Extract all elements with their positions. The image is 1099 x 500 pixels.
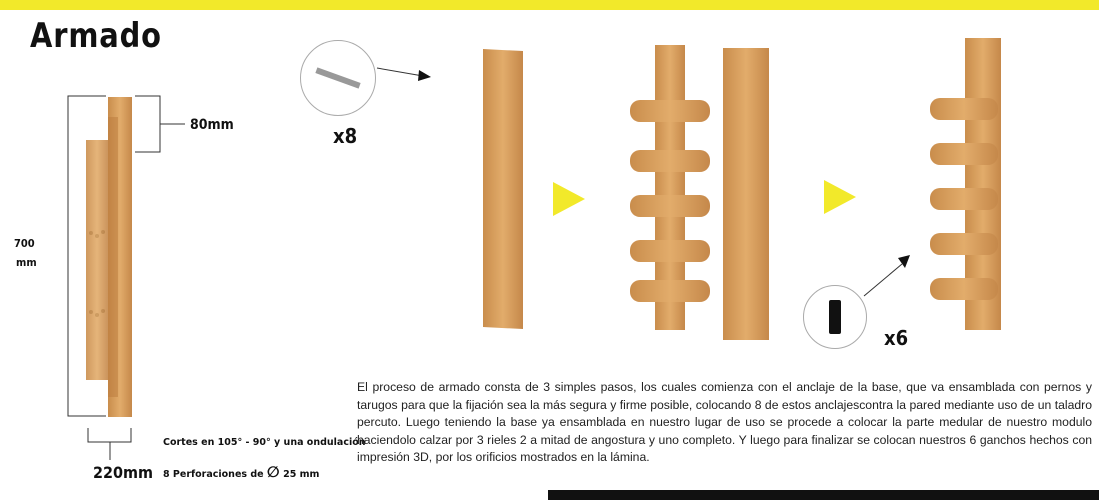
module-side-cuts — [86, 140, 108, 380]
medular-part — [625, 45, 717, 330]
bottom-bar — [548, 490, 1099, 500]
screw-count: x8 — [333, 124, 358, 148]
step-arrow-1 — [553, 182, 585, 216]
screw-anchor-image — [300, 40, 376, 116]
total-height-unit: mm — [16, 256, 37, 269]
hook-image — [803, 285, 867, 349]
holes-prefix: 8 Perforaciones de — [163, 469, 264, 480]
width-label: 220mm — [93, 463, 154, 482]
hook-arrow-icon — [860, 250, 920, 300]
total-height-label: 700 — [14, 237, 35, 250]
arrow-icon — [375, 62, 435, 84]
diameter-symbol: ∅ — [266, 463, 280, 481]
dimension-lines — [0, 0, 340, 500]
step-arrow-2 — [824, 180, 856, 214]
holes-note — [163, 463, 319, 481]
assembly-description: El proceso de armado consta de 3 simples pasos, los cuales comienza con el anclaje de la base, que va ensamblada con pernos y tarugos para que la fijación sea la más segura y firme posible, colocando 8 de estos anclajescontra la pared mediante uso de un taladro percuto. Luego teniendo la base ya ensamblada en nuestro lugar de uso se procede a colocar la parte medular de nuestro modulo haciendolo calzar por 3 rieles 2 a mitad de angostura y uno completo. Y luego para finalizar se colocan nuestros 6 ganchos hechos con impresión 3D, por los orificios mostrados en la lámina. — [357, 380, 1092, 464]
assembled-module — [925, 38, 1003, 330]
rail-plank — [723, 48, 769, 340]
cuts-note: Cortes en 105° - 90° y una ondulación — [163, 437, 366, 448]
hook-count: x6 — [884, 326, 909, 350]
screw-icon — [315, 67, 360, 88]
height-label: 80mm — [190, 117, 234, 133]
base-plank — [483, 49, 523, 329]
holes-suffix: 25 mm — [283, 469, 320, 480]
page-title: Armado — [30, 16, 162, 56]
hook-icon — [829, 300, 841, 334]
